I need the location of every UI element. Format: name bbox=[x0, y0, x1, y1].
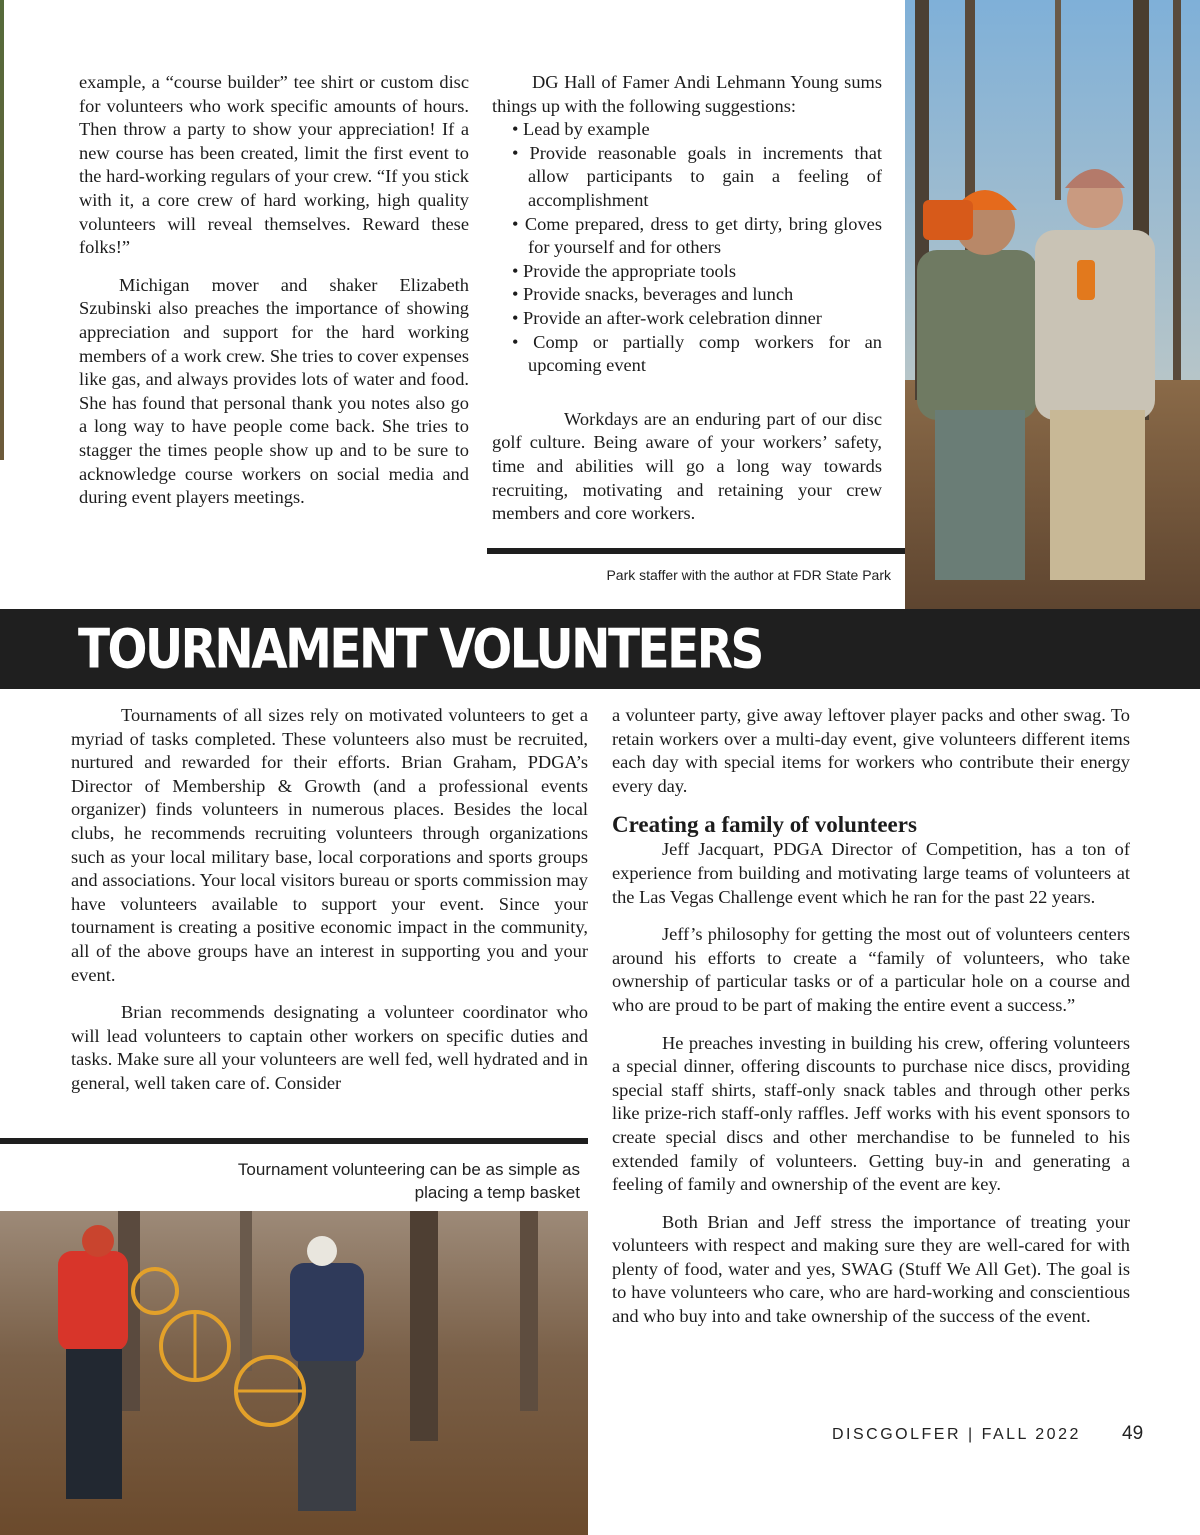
paragraph: example, a “course builder” tee shirt or custom disc for volunteers who work specific amounts of hours. Then throw a party to show your appreciation! If a new course has been created, limit the first event to the hard-working regulars of your crew. “If you stick with it, a core crew of hard working, high quality volunteers will reveal themselves. Reward these folks!” bbox=[79, 72, 469, 258]
list-item: • Provide snacks, beverages and lunch bbox=[492, 283, 882, 307]
paragraph: a volunteer party, give away leftover player packs and other swag. To retain workers over a multi-day event, give volunteers different items each day with special items for workers who contribute their energy every day. bbox=[612, 705, 1130, 796]
photo-caption-line: Tournament volunteering can be as simple as bbox=[237, 1160, 580, 1179]
photo-caption-line: placing a temp basket bbox=[414, 1183, 580, 1202]
list-item: • Comp or partially comp workers for an upcoming event bbox=[492, 331, 882, 378]
footer-publication: DISCGOLFER | FALL 2022 bbox=[832, 1426, 1081, 1443]
list-item: • Come prepared, dress to get dirty, bring gloves for yourself and for others bbox=[492, 213, 882, 260]
paragraph: Jeff’s philosophy for getting the most out of volunteers centers around his efforts to create a “family of volunteers, who take ownership of particular tasks or of a particular hole on a course and who are proud to be part of making the entire event a success.” bbox=[612, 924, 1130, 1015]
workday-photo-illustration bbox=[905, 0, 1200, 609]
top-left-column bbox=[79, 71, 469, 524]
temp-basket-photo-illustration bbox=[0, 1211, 588, 1535]
paragraph: Michigan mover and shaker Elizabeth Szubinski also preaches the importance of showing appreciation and support for the hard working members of a work crew. She tries to cover expenses like gas, and always provides lots of water and food. She has found that personal thank you notes also go a long way to have people come back. She tries to stagger the times people show up and to be sure to acknowledge course workers on social media and during event players meetings. bbox=[79, 274, 469, 508]
suggestions-intro: DG Hall of Famer Andi Lehmann Young sums things up with the following suggestions: bbox=[492, 72, 882, 116]
suggestions-list bbox=[492, 118, 882, 378]
workday-photo bbox=[905, 0, 1200, 609]
paragraph: Both Brian and Jeff stress the importance of treating your volunteers with respect and making sure they are well-cared for with plenty of food, water and yes, SWAG (Stuff We All Get). The goal is to have volunteers who care, who are hard-working and conscientious and who buy into and take ownership of the success of the event. bbox=[612, 1211, 1130, 1327]
list-item: • Provide reasonable goals in increments that allow participants to gain a feeling of accomplishment bbox=[492, 142, 882, 213]
photo-caption bbox=[120, 1158, 580, 1204]
page-number: 49 bbox=[1122, 1423, 1144, 1444]
paragraph: Brian recommends designating a volunteer coordinator who will lead volunteers to captain other workers on specific duties and tasks. Make sure all your volunteers are well fed, well hydrated and in general, well taken care of. Consider bbox=[71, 1002, 588, 1093]
list-item: • Provide an after-work celebration dinner bbox=[492, 307, 882, 331]
section-title: TOURNAMENT VOLUNTEERS bbox=[78, 618, 762, 682]
paragraph: Jeff Jacquart, PDGA Director of Competition, has a ton of experience from building and motivating large teams of volunteers at the Las Vegas Challenge event which he ran for the past 22 years. bbox=[612, 839, 1130, 907]
list-item: • Lead by example bbox=[492, 118, 882, 142]
caption-rule bbox=[487, 548, 905, 554]
photo-caption: Park staffer with the author at FDR State Park bbox=[606, 567, 891, 583]
caption-rule bbox=[0, 1138, 588, 1144]
paragraph: He preaches investing in building his crew, offering volunteers a special dinner, offering discounts to purchase nice discs, providing special staff shirts, staff-only snack tables and through other perks like prize-rich staff-only raffles. Jeff works with his event sponsors to create special discs and other merchandise to be funneled to his extended family of volunteers. Getting buy-in and generating a feeling of family and ownership of the event are key. bbox=[612, 1032, 1130, 1195]
bottom-right-column bbox=[612, 704, 1130, 1343]
bottom-left-column bbox=[71, 704, 588, 1110]
paragraph: Tournaments of all sizes rely on motivated volunteers to get a myriad of tasks completed. These volunteers also must be recruited, nurtured and rewarded for their efforts. Brian Graham, PDGA’s Director of Membership & Growth (and a professional events organizer) finds volunteers in numerous places. Besides the local clubs, he recommends recruiting volunteers through organizations such as your local military base, local corporations and sports groups and associations. Your local visitors bureau or sports commission may have volunteers available to support your event. Since your tournament is creating a positive economic impact in the community, all of the above groups have an interest in supporting you and your event. bbox=[71, 705, 588, 985]
paragraph: Workdays are an enduring part of our disc golf culture. Being aware of your workers’ safety, time and abilities will go a long way towards recruiting, motivating and retaining your crew members and core workers. bbox=[492, 408, 882, 524]
top-right-column bbox=[492, 71, 882, 540]
left-edge-photo-strip bbox=[0, 0, 4, 460]
temp-basket-photo bbox=[0, 1211, 588, 1535]
subheading: Creating a family of volunteers bbox=[612, 812, 917, 838]
list-item: • Provide the appropriate tools bbox=[492, 260, 882, 284]
